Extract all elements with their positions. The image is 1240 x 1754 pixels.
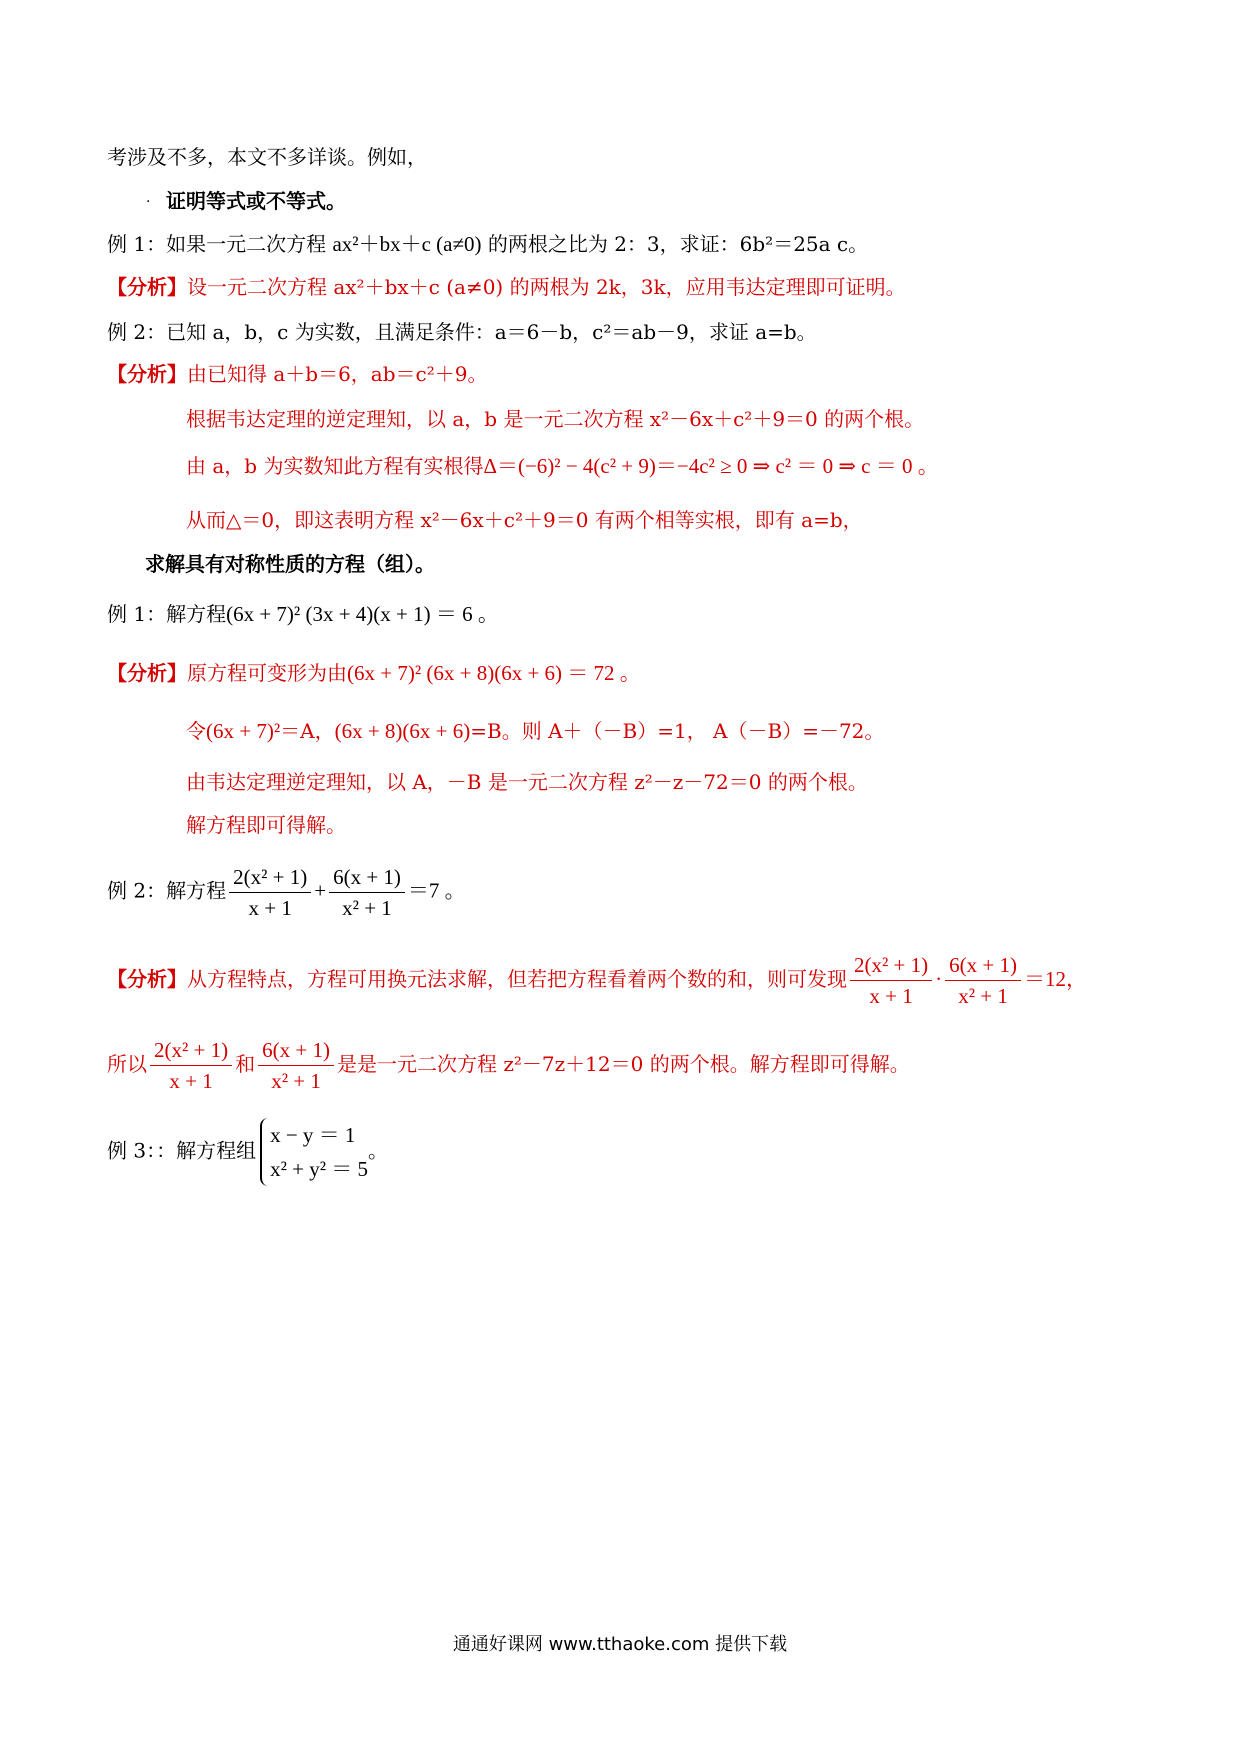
system-end-mark: 。 — [368, 1138, 389, 1163]
example-1-rest: 的两根之比为 2：3，求证：6b²＝25a c。 — [481, 232, 869, 256]
example-2-line: 例 2：已知 a，b，c 为实数，且满足条件：a＝6－b，c²＝ab－9，求证 a=b。 — [107, 320, 817, 344]
fraction-1-denominator: x + 1 — [248, 896, 292, 920]
system-equation-2: x² + y² ＝ 5 — [270, 1157, 369, 1181]
assign-b: =B。则 A＋（－B）=1， A（－B）=－72。 — [470, 719, 885, 743]
example-1-line — [107, 230, 868, 258]
fraction-1-numerator: 2(x² + 1) — [229, 862, 311, 893]
intro-line: 考涉及不多，本文不多详谈。例如， — [107, 145, 427, 169]
analysis-2-line-3 — [186, 452, 939, 480]
analysis-tag: 【分析】 — [107, 362, 187, 386]
fraction-4 — [945, 950, 1021, 1011]
fraction-3-numerator: 2(x² + 1) — [850, 950, 932, 981]
analysis-3-line-2 — [186, 717, 884, 745]
example-1-equation: ax²＋bx＋c (a≠0) — [332, 232, 482, 256]
fraction-2-denominator: x² + 1 — [342, 896, 392, 920]
analysis-2-line-3-text: 由 a，b 为实数知此方程有实根得 — [186, 454, 484, 478]
analysis-2-line — [107, 360, 487, 388]
equation-system — [260, 1118, 368, 1186]
section-title-2: 求解具有对称性质的方程（组）。 — [145, 552, 435, 576]
analysis-4-line — [107, 950, 1087, 1011]
equals-twelve: ＝12， — [1023, 967, 1087, 991]
analysis-3-equation: (6x + 7)² (6x + 8)(6x + 6) ＝ 72 。 — [347, 661, 641, 685]
fraction-3 — [850, 950, 932, 1011]
example-1-label: 例 1：如果一元二次方程 — [107, 232, 333, 256]
analysis-tag: 【分析】 — [107, 967, 187, 991]
analysis-3-line-4: 解方程即可得解。 — [186, 813, 346, 837]
section-title-1: 证明等式或不等式。 — [166, 189, 346, 213]
fraction-6 — [258, 1035, 334, 1096]
fraction-5-numerator: 2(x² + 1) — [150, 1035, 232, 1066]
substitution-a: (6x + 7)² — [206, 719, 281, 743]
assign-a: ＝A， — [280, 719, 335, 743]
analysis-tag: 【分析】 — [107, 661, 187, 685]
page-footer: 通通好课网 www.tthaoke.com 提供下载 — [452, 1634, 788, 1655]
and-word: 和 — [235, 1052, 256, 1076]
example-3-line — [107, 600, 499, 628]
example-5-line — [107, 1118, 388, 1186]
plus-sign: + — [314, 878, 327, 903]
example-5-label: 例 3：：解方程组 — [107, 1138, 257, 1163]
fraction-4-numerator: 6(x + 1) — [945, 950, 1021, 981]
analysis-3-line — [107, 659, 641, 687]
therefore-word: 所以 — [107, 1052, 147, 1076]
example-4-line — [107, 862, 466, 923]
analysis-2-text: 由已知得 a＋b＝6，ab＝c²＋9。 — [187, 362, 488, 386]
analysis-2-line-4: 从而△＝0，即这表明方程 x²－6x＋c²＋9＝0 有两个相等实根，即有 a=b， — [186, 508, 863, 532]
fraction-5 — [150, 1035, 232, 1096]
substitution-b: (6x + 8)(6x + 6) — [334, 719, 471, 743]
analysis-2-line-2: 根据韦达定理的逆定理知，以 a，b 是一元二次方程 x²－6x＋c²＋9＝0 的两个根。 — [186, 407, 925, 431]
analysis-4-conclusion: 是是一元二次方程 z²－7z＋12＝0 的两个根。解方程即可得解。 — [336, 1052, 910, 1076]
example-4-label: 例 2：解方程 — [107, 878, 227, 903]
equals-seven: ＝7 。 — [407, 878, 466, 903]
analysis-3-line-3: 由韦达定理逆定理知，以 A，－B 是一元二次方程 z²－z－72＝0 的两个根。 — [186, 770, 868, 794]
fraction-6-denominator: x² + 1 — [271, 1069, 321, 1093]
discriminant-formula: Δ＝(−6)² − 4(c² + 9)＝−4c² ≥ 0 ⇒ c² ＝ 0 ⇒ c ＝ 0 。 — [483, 454, 939, 478]
bullet-mark: . — [146, 190, 151, 206]
fraction-3-denominator: x + 1 — [869, 984, 913, 1008]
analysis-1-text: 设一元二次方程 ax²＋bx＋c (a≠0) 的两根为 2k，3k，应用韦达定理即可证明。 — [187, 275, 906, 299]
analysis-tag: 【分析】 — [107, 275, 187, 299]
fraction-5-denominator: x + 1 — [169, 1069, 213, 1093]
system-equation-1: x − y ＝ 1 — [270, 1123, 356, 1147]
dot-operator: · — [935, 967, 943, 991]
fraction-1 — [229, 862, 311, 923]
fraction-4-denominator: x² + 1 — [958, 984, 1008, 1008]
fraction-2 — [329, 862, 405, 923]
fraction-6-numerator: 6(x + 1) — [258, 1035, 334, 1066]
analysis-3-text: 原方程可变形为由 — [187, 661, 347, 685]
analysis-4-line-2 — [107, 1035, 910, 1096]
let-word: 令 — [186, 719, 206, 743]
analysis-4-text: 从方程特点，方程可用换元法求解，但若把方程看着两个数的和，则可发现 — [187, 967, 847, 991]
example-3-label: 例 1：解方程 — [107, 602, 227, 626]
fraction-2-numerator: 6(x + 1) — [329, 862, 405, 893]
example-3-equation: (6x + 7)² (3x + 4)(x + 1) ＝ 6 。 — [226, 602, 499, 626]
analysis-1-line — [107, 273, 906, 301]
